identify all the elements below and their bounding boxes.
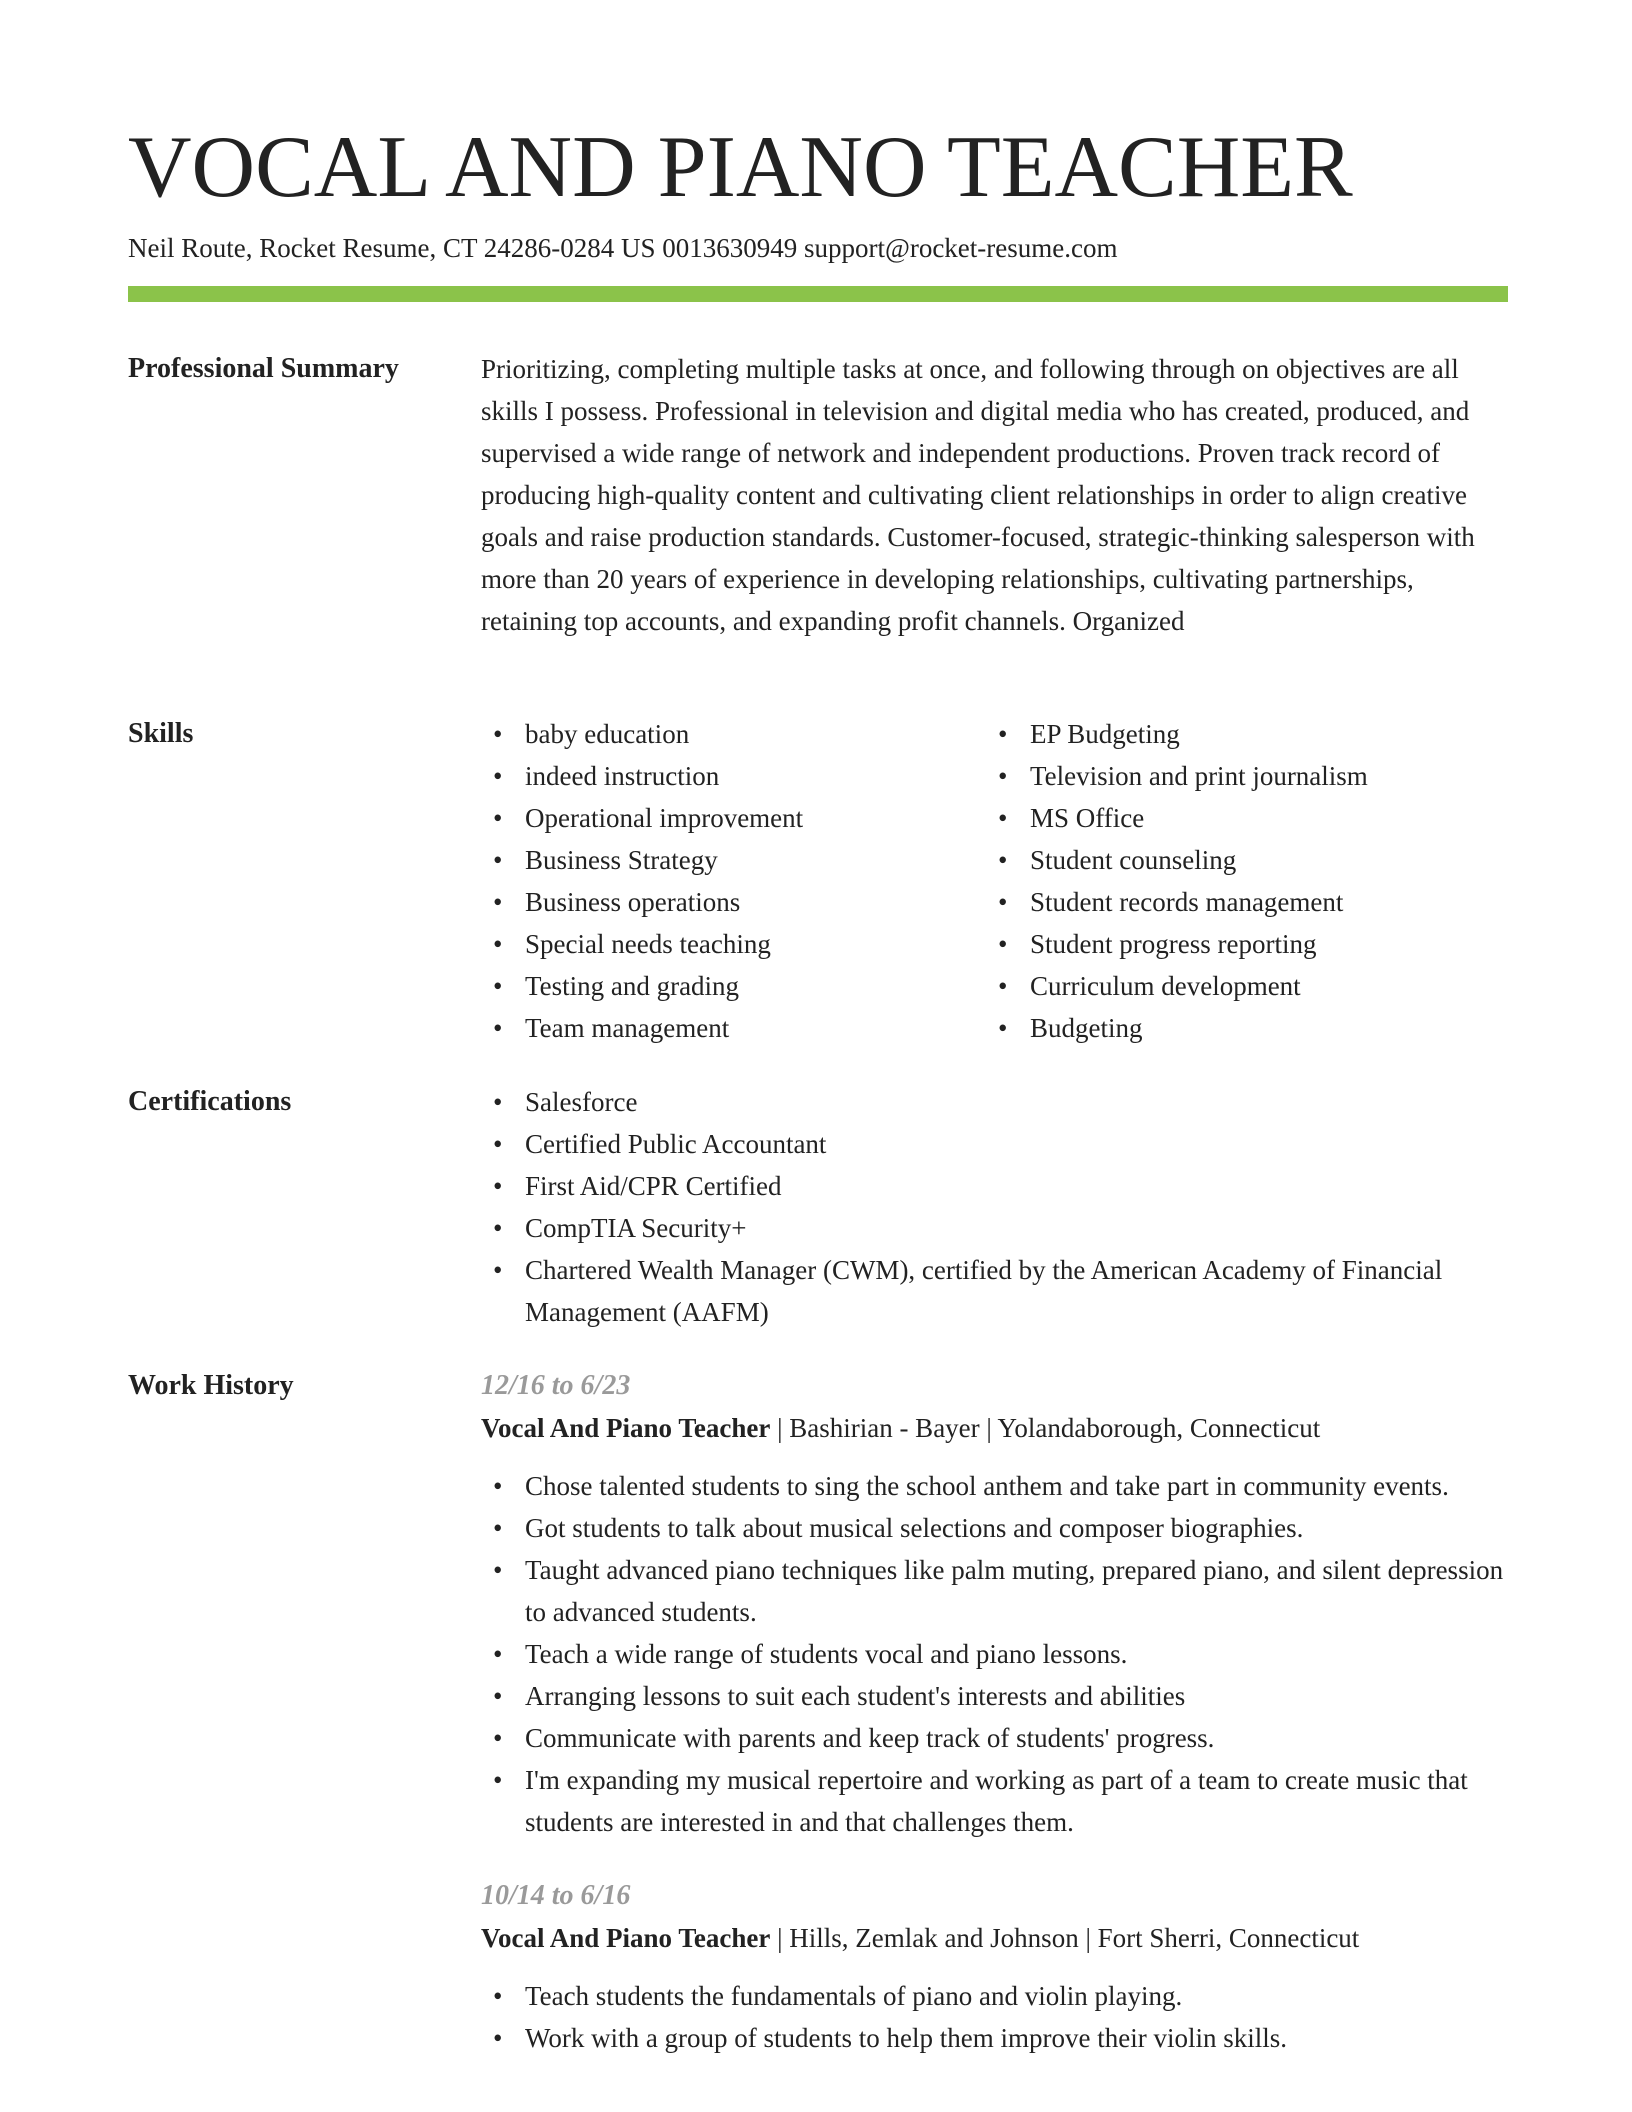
list-item: • Salesforce xyxy=(481,1081,1509,1123)
job-title: Vocal And Piano Teacher xyxy=(481,1413,771,1443)
work-history-body xyxy=(481,1365,1509,2059)
header-divider xyxy=(128,286,1508,302)
summary-label: Professional Summary xyxy=(128,353,399,384)
resume-title: VOCAL AND PIANO TEACHER xyxy=(128,119,1353,216)
job-dates: 10/14 to 6/16 xyxy=(481,1880,631,1911)
job-title: Vocal And Piano Teacher xyxy=(481,1923,771,1953)
list-item: • I'm expanding my musical repertoire and working as part of a team to create music that students are interested in and that challenges them. xyxy=(481,1759,1509,1843)
list-item: • Chose talented students to sing the school anthem and take part in community events. xyxy=(481,1465,1509,1507)
list-item: • Student counseling xyxy=(986,839,1491,881)
list-item: • Curriculum development xyxy=(986,965,1491,1007)
list-item: • Student records management xyxy=(986,881,1491,923)
list-item: • Certified Public Accountant xyxy=(481,1123,1509,1165)
certifications-label: Certifications xyxy=(128,1086,292,1117)
job-details: | Hills, Zemlak and Johnson | Fort Sherri, Connecticut xyxy=(770,1923,1360,1953)
list-item: • Work with a group of students to help them improve their violin skills. xyxy=(481,2017,1509,2059)
list-item: • indeed instruction xyxy=(481,755,986,797)
list-item: • baby education xyxy=(481,713,986,755)
work-history-label: Work History xyxy=(128,1370,294,1401)
job-heading xyxy=(481,1407,1509,1449)
list-item: • Testing and grading xyxy=(481,965,986,1007)
list-item: • Arranging lessons to suit each student's interests and abilities xyxy=(481,1675,1509,1717)
work-history-section xyxy=(128,1365,1508,2112)
skills-list-left xyxy=(481,713,986,1049)
list-item: • Student progress reporting xyxy=(986,923,1491,965)
list-item: • Teach a wide range of students vocal and piano lessons. xyxy=(481,1633,1509,1675)
summary-text: Prioritizing, completing multiple tasks at once, and following through on objectives are all skills I possess. Professional in television and digital media who has created, produced, and supervised a wide range of network and independent productions. Proven track record of producing high-quality content and cultivating client relationships in order to align creative goals and raise production standards. Customer-focused, strategic-thinking salesperson with more than 20 years of experience in developing relationships, cultivating partnerships, retaining top accounts, and expanding profit channels. Organized xyxy=(481,354,1475,636)
certifications-list xyxy=(481,1081,1509,1333)
list-item: • Got students to talk about musical selections and composer biographies. xyxy=(481,1507,1509,1549)
list-item: • CompTIA Security+ xyxy=(481,1207,1509,1249)
list-item: • Chartered Wealth Manager (CWM), certified by the American Academy of Financial Management (AAFM) xyxy=(481,1249,1509,1333)
list-item: • Operational improvement xyxy=(481,797,986,839)
list-item: • Television and print journalism xyxy=(986,755,1491,797)
skills-list-right xyxy=(986,713,1491,1049)
contact-line: Neil Route, Rocket Resume, CT 24286-0284 US 0013630949 support@rocket-resume.com xyxy=(128,233,1118,263)
list-item: • Budgeting xyxy=(986,1007,1491,1049)
skills-columns xyxy=(481,713,1509,1049)
job-heading xyxy=(481,1917,1509,1959)
certifications-section xyxy=(128,1081,1508,1341)
list-item: • First Aid/CPR Certified xyxy=(481,1165,1509,1207)
list-item: • Business Strategy xyxy=(481,839,986,881)
job-entry xyxy=(481,1365,1509,1843)
list-item: • Communicate with parents and keep track of students' progress. xyxy=(481,1717,1509,1759)
list-item: • Special needs teaching xyxy=(481,923,986,965)
list-item: • Team management xyxy=(481,1007,986,1049)
job-bullets xyxy=(481,1975,1509,2059)
job-dates: 12/16 to 6/23 xyxy=(481,1370,631,1401)
skills-label: Skills xyxy=(128,718,194,749)
summary-section xyxy=(128,348,1508,678)
list-item: • Taught advanced piano techniques like palm muting, prepared piano, and silent depression to advanced students. xyxy=(481,1549,1509,1633)
list-item: • EP Budgeting xyxy=(986,713,1491,755)
job-bullets xyxy=(481,1465,1509,1843)
job-entry xyxy=(481,1875,1509,2059)
job-details: | Bashirian - Bayer | Yolandaborough, Connecticut xyxy=(770,1413,1321,1443)
list-item: • MS Office xyxy=(986,797,1491,839)
list-item: • Teach students the fundamentals of piano and violin playing. xyxy=(481,1975,1509,2017)
certifications-body xyxy=(481,1081,1509,1333)
skills-section xyxy=(128,713,1508,1053)
list-item: • Business operations xyxy=(481,881,986,923)
resume-header xyxy=(128,118,1508,266)
